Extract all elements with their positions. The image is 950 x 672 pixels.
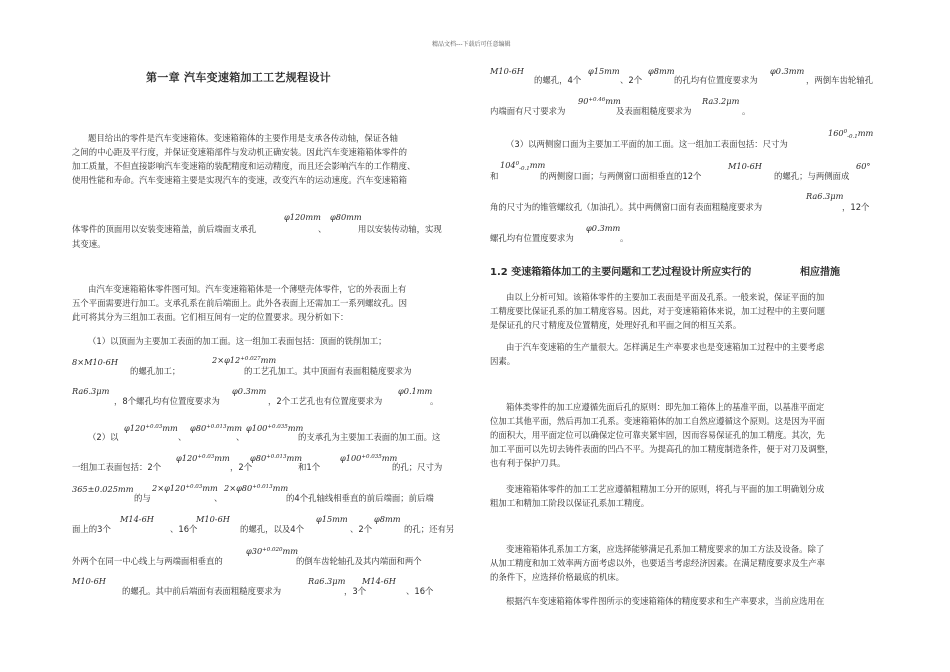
formula: $160^0_{-0.1}mm$ — [828, 128, 874, 140]
section-title-continued: 相应措施 — [800, 267, 840, 278]
paragraph-line: 的条件下，应选择价格最底的机床。 — [490, 572, 624, 582]
paragraph-line: 的孔；还有另 — [404, 524, 455, 534]
formula: $\varphi 30^{+0.020}mm$ — [246, 546, 299, 556]
paragraph-line: 、16个 — [170, 524, 198, 534]
paragraph-line: 的4个孔轴线相垂直的前后端面；前后端 — [286, 493, 434, 503]
paragraph-line: ，8个螺孔均有位置度要求为 — [114, 396, 220, 406]
paragraph-line: 的螺孔。其中前后端面有表面粗糙度要求为 — [122, 586, 282, 596]
paragraph-line: 题目给出的零件是汽车变速箱体。变速箱箱体的主要作用是支承各传动轴，保证各轴 — [88, 133, 398, 143]
paragraph-line: 的面积大，用平面定位可以确保定位可靠夹紧牢固，因而容易保证孔的加工精度。其次，先 — [490, 430, 825, 440]
formula: φ8mm — [648, 66, 675, 76]
paragraph-line: （2）以 — [88, 432, 119, 442]
paragraph-line: 的螺孔；与两侧面成 — [774, 171, 850, 181]
formula: $\varphi 80^{+0.013}mm$ — [250, 453, 303, 463]
formula: M10-6H — [196, 514, 230, 524]
paragraph-line: 之间的中心距及平行度，并保证变速箱部件与发动机正确安装。因此汽车变速箱箱体零件的 — [72, 147, 407, 157]
paragraph-line: 五个平面需要进行加工。支承孔系在前后端面上。此外各表面上还需加工一系列螺纹孔。因 — [72, 298, 407, 308]
formula: $\varphi 100^{+0.035}mm$ — [246, 423, 304, 433]
paragraph-line: 的两侧窗口面；与两侧窗口面相垂直的12个 — [540, 171, 702, 181]
paragraph-line: 也有利于保护刀具。 — [490, 458, 566, 468]
paragraph-line: 。 — [742, 106, 751, 116]
paragraph-line: 的螺孔加工； — [130, 366, 181, 376]
paragraph-line: 、2个 — [620, 75, 643, 85]
formula: 365±0.025mm — [72, 484, 134, 494]
paragraph-line: ，2个 — [230, 462, 253, 472]
page-header: 精品文档---下载后可任意编辑 — [432, 41, 511, 48]
paragraph-line: 加工质量，不但直接影响汽车变速箱的装配精度和运动精度，而且还会影响汽车的工作精度、 — [72, 161, 416, 171]
paragraph-line: 、 — [178, 432, 187, 442]
paragraph-line: 由以上分析可知。该箱体零件的主要加工表面是平面及孔系。一般来说，保证平面的加 — [506, 292, 825, 302]
paragraph-line: 螺孔均有位置度要求为 — [490, 233, 574, 243]
paragraph-line: 根据汽车变速箱箱体零件图所示的变速箱箱体的精度要求和生产率要求，当前应选用在 — [506, 596, 825, 606]
formula: φ8mm — [374, 514, 401, 524]
paragraph-line: （3）以两侧窗口面为主要加工平面的加工面。这一组加工表面包括：尺寸为 — [506, 139, 788, 149]
paragraph-line: ，12个 — [842, 202, 870, 212]
paragraph-line: 。 — [430, 396, 439, 406]
paragraph-line: 、16个 — [406, 586, 434, 596]
formula: φ120mm — [284, 212, 321, 222]
paragraph-line: ，2个工艺孔也有位置度要求为 — [268, 396, 383, 406]
formula: M14-6H — [362, 576, 396, 586]
formula: $104^0_{-0.1}mm$ — [500, 160, 546, 172]
paragraph-line: 其变速。 — [72, 239, 106, 249]
paragraph-line: 的螺孔，4个 — [534, 75, 582, 85]
paragraph-line: 面上的3个 — [72, 524, 111, 534]
paragraph-line: 。 — [620, 233, 629, 243]
paragraph-line: 、 — [318, 224, 327, 234]
formula: 8×M10-6H — [72, 357, 118, 367]
formula: φ0.3mm — [586, 223, 621, 233]
formula: M10-6H — [728, 161, 762, 171]
formula: Ra6.3μm — [806, 191, 844, 201]
paragraph-line: 体零件的顶面用以安装变速箱盖，前后端面支承孔 — [72, 224, 257, 234]
paragraph-line: 箱体类零件的加工应遵循先面后孔的原则：即先加工箱体上的基准平面，以基准平面定 — [506, 402, 825, 412]
paragraph-line: 的孔；尺寸为 — [392, 462, 443, 472]
paragraph-line: 因素。 — [490, 356, 516, 366]
paragraph-line: 和 — [490, 171, 499, 181]
paragraph-line: 位加工其他平面，然后再加工孔系。变速箱箱体的加工自然应遵循这个原则。这是因为平面 — [490, 416, 825, 426]
paragraph-line: 由于汽车变速箱的生产量很大。怎样满足生产率要求也是变速箱加工过程中的主要考虑 — [506, 342, 825, 352]
chapter-title: 第一章 汽车变速箱加工工艺规程设计 — [146, 71, 331, 84]
paragraph-line: 是保证孔的尺寸精度及位置精度，处理好孔和平面之间的相互关系。 — [490, 320, 742, 330]
paragraph-line: 、 — [214, 493, 223, 503]
paragraph-line: 加工平面可以先切去铸件表面的凹凸不平。为提高孔的加工精度制造条件，便于对刀及调整， — [490, 444, 834, 454]
paragraph-line: 的支承孔为主要加工表面的加工面。这 — [298, 432, 441, 442]
formula: Ra3.2μm — [702, 96, 740, 106]
formula: φ15mm — [588, 66, 620, 76]
paragraph-line: 从加工精度和加工效率两方面考虑以外，也要适当考虑经济因素。在满足精度要求及生产率 — [490, 558, 825, 568]
paragraph-line: 粗加工和精加工阶段以保证孔系加工精度。 — [490, 498, 650, 508]
paragraph-line: 的与 — [134, 493, 151, 503]
paragraph-line: 内端面有尺寸要求为 — [490, 106, 566, 116]
paragraph-line: 的工艺孔加工。其中顶面有表面粗糙度要求为 — [244, 366, 412, 376]
formula: φ15mm — [316, 514, 348, 524]
formula: M10-6H — [72, 576, 106, 586]
paragraph-line: 一组加工表面包括：2个 — [72, 462, 162, 472]
paragraph-line: 使用性能和寿命。汽车变速箱主要是实现汽车的变速，改变汽车的运动速度。汽车变速箱箱 — [72, 175, 407, 185]
paragraph-line: 角的尺寸为的锥管螺纹孔（加油孔）。其中两侧窗口面有表面粗糙度要求为 — [490, 202, 763, 212]
paragraph-line: ，两倒车齿轮轴孔 — [806, 75, 873, 85]
paragraph-line: ，3个 — [344, 586, 367, 596]
paragraph-line: 用以安装传动轴，实现 — [358, 224, 442, 234]
formula: $2\times\varphi 80^{+0.013}mm$ — [224, 483, 289, 493]
formula: φ0.3mm — [770, 66, 805, 76]
paragraph-line: 及表面粗糙度要求为 — [616, 106, 692, 116]
paragraph-line: 变速箱箱体零件的加工工艺应遵循粗精加工分开的原则，将孔与平面的加工明确划分成 — [506, 484, 825, 494]
paragraph-line: 、2个 — [350, 524, 373, 534]
paragraph-line: 和1个 — [298, 462, 321, 472]
paragraph-line: 的螺孔，以及4个 — [240, 524, 304, 534]
paragraph-line: 、 — [236, 432, 245, 442]
paragraph-line: 变速箱箱体孔系加工方案，应选择能够满足孔系加工精度要求的加工方法及设备。除了 — [506, 544, 825, 554]
formula: M10-6H — [490, 66, 524, 76]
paragraph-line: 外两个在同一中心线上与两端面相垂直的 — [72, 556, 223, 566]
formula: M14-6H — [120, 514, 154, 524]
formula: Ra6.3μm — [308, 576, 346, 586]
paragraph-line: 工精度要比保证孔系的加工精度容易。因此，对于变速箱箱体来说，加工过程中的主要问题 — [490, 306, 825, 316]
paragraph-line: （1）以顶面为主要加工表面的加工面。这一组加工表面包括：顶面的铣削加工； — [88, 336, 387, 346]
section-title: 1.2 变速箱箱体加工的主要问题和工艺过程设计所应实行的 — [490, 267, 752, 278]
formula: $2\times\varphi 120^{+0.03}mm$ — [152, 483, 218, 493]
formula: $\varphi 80^{+0.013}mm$ — [190, 423, 243, 433]
paragraph-line: 的孔均有位置度要求为 — [674, 75, 758, 85]
formula: 60° — [856, 161, 871, 171]
formula: $90^{+0.46}mm$ — [578, 96, 621, 106]
formula: φ0.3mm — [232, 386, 267, 396]
formula: φ80mm — [330, 212, 362, 222]
formula: $\varphi 120^{+0.03}mm$ — [124, 423, 178, 433]
formula: Ra6.3μm — [72, 386, 110, 396]
formula: $\varphi 100^{+0.035}mm$ — [340, 453, 398, 463]
paragraph-line: 此可将其分为三组加工表面。它们相互间有一定的位置要求。现分析如下： — [72, 312, 349, 322]
formula: $2\times\varphi 12^{+0.027}mm$ — [212, 355, 277, 365]
paragraph-line: 由汽车变速箱箱体零件图可知。汽车变速箱箱体是一个薄壁壳体零件，它的外表面上有 — [88, 284, 407, 294]
formula: $\varphi 120^{+0.03}mm$ — [176, 453, 230, 463]
formula: φ0.1mm — [398, 386, 433, 396]
paragraph-line: 的倒车齿轮轴孔及其内端面和两个 — [296, 556, 422, 566]
